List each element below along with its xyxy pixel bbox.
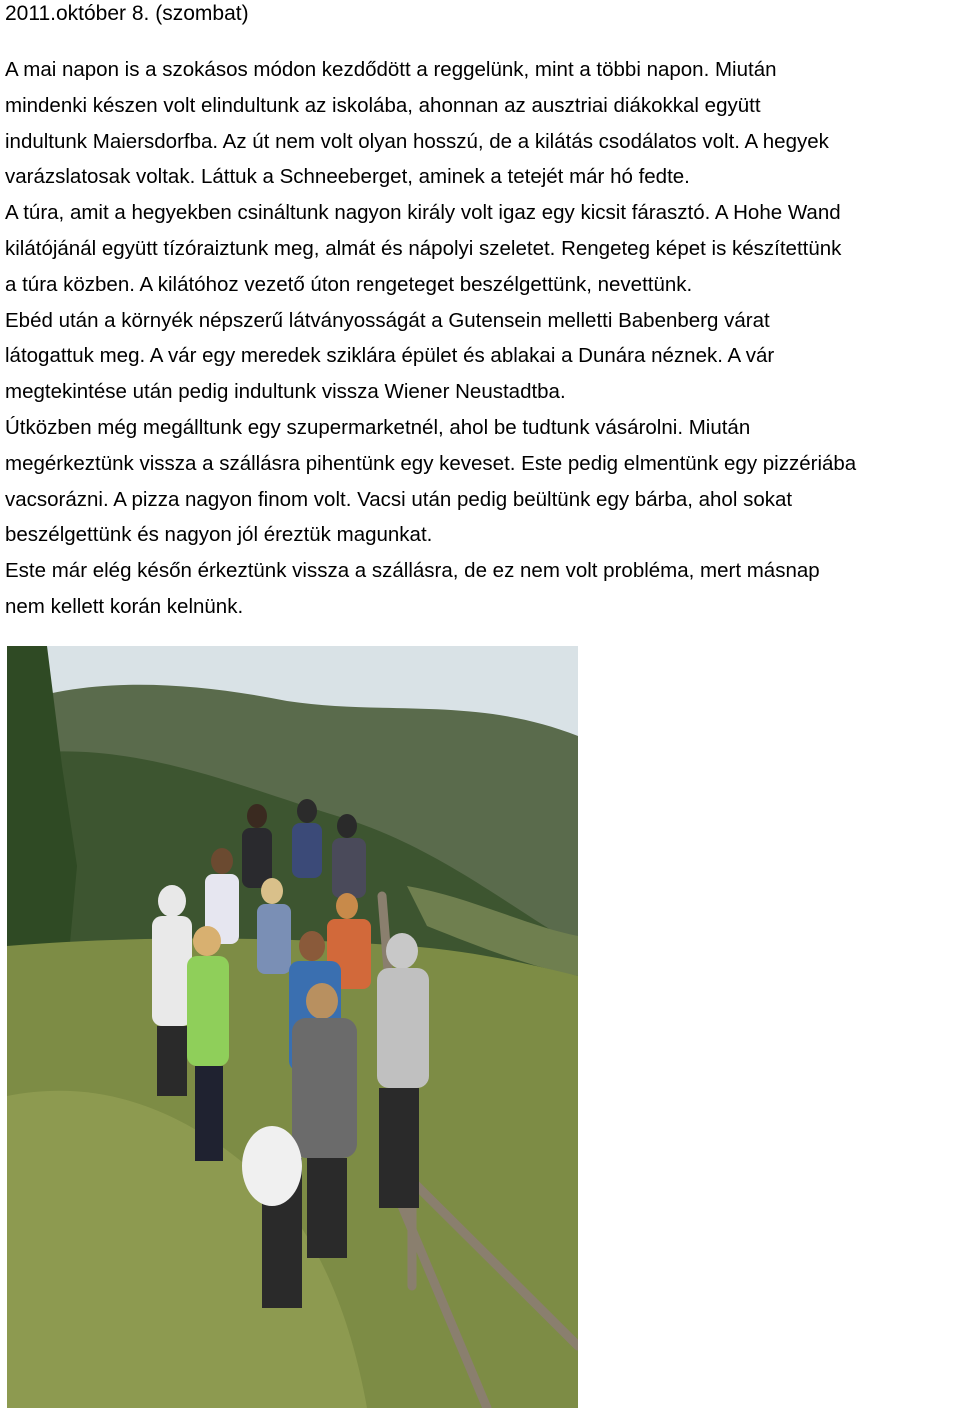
text-line: megtekintése után pedig indultunk vissza Wiener Neustadtba. (5, 380, 566, 404)
text-line: mindenki készen volt elindultunk az iskolába, ahonnan az ausztriai diákokkal együtt (5, 93, 761, 117)
date-heading: 2011.október 8. (szombat) (5, 2, 249, 25)
text-line: Este már elég későn érkeztünk vissza a szállásra, de ez nem volt probléma, mert másnap (5, 559, 820, 583)
text-line: látogattuk meg. A vár egy meredek sziklára épület és ablakai a Dunára néznek. A vár (5, 344, 775, 368)
text-line: Útközben még megálltunk egy szupermarketnél, ahol be tudtunk vásárolni. Miután (5, 415, 751, 439)
text-line: beszélgettünk és nagyon jól éreztük magunkat. (5, 523, 433, 547)
text-line: nem kellett korán kelnünk. (5, 594, 244, 618)
text-line: a túra közben. A kilátóhoz vezető úton rengeteget beszélgettünk, nevettünk. (5, 272, 693, 296)
diary-text (5, 52, 960, 625)
text-line: varázslatosak voltak. Láttuk a Schneeberget, aminek a tetejét már hó fedte. (5, 165, 690, 189)
text-line: Ebéd után a környék népszerű látványosságát a Gutensein melletti Babenberg várat (5, 308, 770, 332)
text-line: kilátójánál együtt tízóraiztunk meg, almát és nápolyi szeletet. Rengeteg képet is készítettünk (5, 236, 842, 260)
text-line: A mai napon is a szokásos módon kezdődött a reggelünk, mint a többi napon. Miután (5, 58, 777, 81)
photo-illustration (7, 646, 578, 1408)
text-line: A túra, amit a hegyekben csináltunk nagyon király volt igaz egy kicsit fárasztó. A Hohe Wand (5, 201, 841, 225)
text-line: indultunk Maiersdorfba. Az út nem volt olyan hosszú, de a kilátás csodálatos volt. A hegyek (5, 129, 829, 153)
text-line: megérkeztünk vissza a szállásra pihentünk egy keveset. Este pedig elmentünk egy pizzériába (5, 451, 857, 475)
text-line: vacsorázni. A pizza nagyon finom volt. Vacsi után pedig beültünk egy bárba, ahol sokat (5, 487, 793, 511)
hiking-group-photo (7, 646, 578, 1408)
